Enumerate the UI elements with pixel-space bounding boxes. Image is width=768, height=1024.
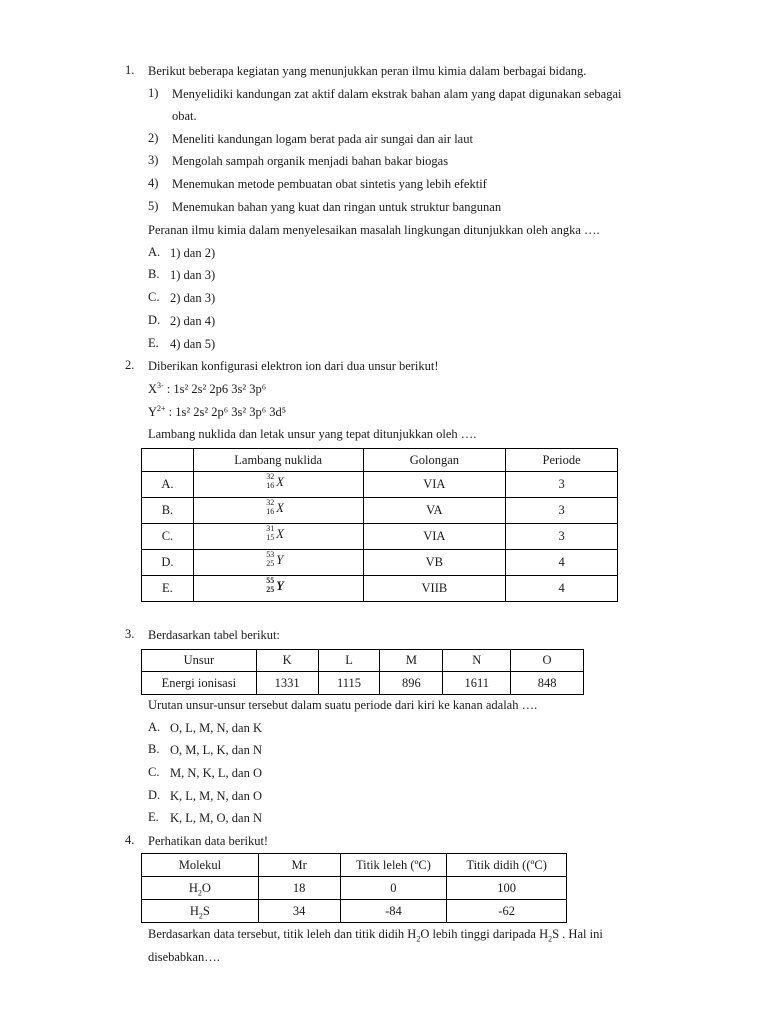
boiling-point-cell: 100 xyxy=(447,877,567,900)
q2-y-configuration xyxy=(148,404,286,420)
molecule-cell xyxy=(142,877,259,900)
q3-option-text: O, M, L, K, dan N xyxy=(170,743,263,757)
element-symbol: X xyxy=(276,526,284,541)
boiling-point-cell: -62 xyxy=(447,900,567,923)
table-row xyxy=(142,672,584,695)
q1-option-text: 2) dan 3) xyxy=(170,291,216,305)
q1-item-text: Menemukan metode pembuatan obat sintetis yang lebih efektif xyxy=(172,177,487,191)
q3-option-text: M, N, K, L, dan O xyxy=(170,766,263,780)
molecule-h: H xyxy=(189,903,199,918)
q3-option-letter: A. xyxy=(148,720,161,734)
option-cell: E. xyxy=(142,576,194,602)
option-cell: B. xyxy=(142,498,194,524)
q1-item-number: 4) xyxy=(148,176,159,190)
option-cell: D. xyxy=(142,550,194,576)
header-cell: M xyxy=(380,650,443,672)
melting-point-cell: 0 xyxy=(340,877,447,900)
atomic-number: 25 xyxy=(266,584,275,594)
header-cell: Unsur xyxy=(142,650,257,672)
mass-number: 32 xyxy=(266,471,275,481)
q4-data-table xyxy=(141,853,567,923)
q3-option-letter: E. xyxy=(148,810,159,824)
header-cell: Titik didih ((ºC) xyxy=(447,854,567,877)
q1-item-number: 3) xyxy=(148,153,159,167)
q4-question-cont: disebabkan…. xyxy=(148,950,220,964)
mass-number: 55 xyxy=(266,575,275,585)
header-cell: Periode xyxy=(506,449,618,472)
x-ion-charge: 3- xyxy=(157,380,164,390)
header-cell: L xyxy=(318,650,380,672)
y-ion-charge: 2+ xyxy=(157,403,166,413)
q1-item-text: Meneliti kandungan logam berat pada air sungai dan air laut xyxy=(172,132,473,146)
q1-item-text: Menemukan bahan yang kuat dan ringan untuk struktur bangunan xyxy=(172,200,502,214)
q2-question: Lambang nuklida dan letak unsur yang tepat ditunjukkan oleh …. xyxy=(148,427,477,441)
q1-option-text: 4) dan 5) xyxy=(170,337,216,351)
nuclide-cell xyxy=(193,498,363,524)
q3-option-text: K, L, M, N, dan O xyxy=(170,789,263,803)
q1-item-number: 5) xyxy=(148,199,159,213)
q4-question xyxy=(148,926,603,942)
header-cell: N xyxy=(443,650,511,672)
header-cell: O xyxy=(511,650,584,672)
row-label-cell: Energi ionisasi xyxy=(142,672,257,695)
q3-option-letter: D. xyxy=(148,788,161,802)
q2-stem: Diberikan konfigurasi elektron ion dari dua unsur berikut! xyxy=(148,359,439,373)
x-ion-config: : 1s² 2s² 2p6 3s² 3p⁶ xyxy=(166,382,267,396)
header-cell xyxy=(142,449,194,472)
header-cell: Molekul xyxy=(142,854,259,877)
golongan-cell: VIIB xyxy=(363,576,506,602)
molecule-end: O xyxy=(201,880,211,895)
mass-number: 32 xyxy=(266,497,275,507)
q4-question-part: S . Hal ini xyxy=(552,927,603,941)
nuclide-cell xyxy=(193,550,363,576)
element-symbol: Y xyxy=(276,552,284,567)
header-cell: Golongan xyxy=(363,449,506,472)
q1-option-letter: D. xyxy=(148,313,161,327)
mass-number: 53 xyxy=(266,549,275,559)
mr-cell: 18 xyxy=(258,877,340,900)
atomic-number: 15 xyxy=(266,532,275,542)
q3-option-text: K, L, M, O, dan N xyxy=(170,811,263,825)
q1-option-letter: C. xyxy=(148,290,160,304)
molecule-end: S xyxy=(202,903,210,918)
q2-nuclide-table xyxy=(141,448,618,602)
q4-question-subscript: 2 xyxy=(548,934,553,944)
q4-number: 4. xyxy=(125,833,135,847)
q1-number: 1. xyxy=(125,63,135,77)
golongan-cell: VB xyxy=(363,550,506,576)
q3-stem: Berdasarkan tabel berikut: xyxy=(148,628,280,642)
table-row xyxy=(142,498,618,524)
q4-question-subscript: 2 xyxy=(416,934,421,944)
header-cell: Lambang nuklida xyxy=(193,449,363,472)
nuclide-cell xyxy=(193,524,363,550)
periode-cell: 4 xyxy=(506,576,618,602)
nuclide-cell xyxy=(193,576,363,602)
table-row xyxy=(142,472,618,498)
molecule-subscript: 2 xyxy=(198,911,203,920)
q3-ionization-table xyxy=(141,649,584,695)
periode-cell: 3 xyxy=(506,498,618,524)
q3-option-letter: C. xyxy=(148,765,160,779)
q1-stem: Berikut beberapa kegiatan yang menunjukkan peran ilmu kimia dalam berbagai bidang. xyxy=(148,64,587,78)
y-ion-symbol: Y xyxy=(148,405,158,419)
value-cell: 848 xyxy=(511,672,584,695)
y-ion-config: : 1s² 2s² 2p⁶ 3s² 3p⁶ 3d⁵ xyxy=(168,405,287,419)
periode-cell: 4 xyxy=(506,550,618,576)
x-ion-symbol: X xyxy=(148,382,158,396)
q1-option-letter: A. xyxy=(148,245,161,259)
table-header-row xyxy=(142,650,584,672)
table-row xyxy=(142,576,618,602)
table-header-row xyxy=(142,854,567,877)
q1-item-text: Mengolah sampah organik menjadi bahan bakar biogas xyxy=(172,154,449,168)
option-cell: A. xyxy=(142,472,194,498)
q1-item-number: 2) xyxy=(148,131,159,145)
molecule-cell xyxy=(142,900,259,923)
melting-point-cell: -84 xyxy=(340,900,447,923)
q1-option-text: 1) dan 2) xyxy=(170,246,216,260)
q2-number: 2. xyxy=(125,358,135,372)
q4-question-part: Berdasarkan data tersebut, titik leleh dan titik didih H xyxy=(148,927,417,941)
mass-number: 31 xyxy=(266,523,275,533)
option-cell: C. xyxy=(142,524,194,550)
table-row xyxy=(142,524,618,550)
q1-option-letter: E. xyxy=(148,336,159,350)
element-symbol: Y xyxy=(276,578,284,593)
table-row xyxy=(142,877,567,900)
q3-option-text: O, L, M, N, dan K xyxy=(170,721,263,735)
atomic-number: 16 xyxy=(266,506,275,516)
table-row xyxy=(142,550,618,576)
periode-cell: 3 xyxy=(506,524,618,550)
golongan-cell: VA xyxy=(363,498,506,524)
mr-cell: 34 xyxy=(258,900,340,923)
periode-cell: 3 xyxy=(506,472,618,498)
molecule-subscript: 2 xyxy=(197,888,202,897)
element-symbol: X xyxy=(276,474,284,489)
atomic-number: 25 xyxy=(266,558,275,568)
q1-option-text: 2) dan 4) xyxy=(170,314,216,328)
table-header-row xyxy=(142,449,618,472)
golongan-cell: VIA xyxy=(363,524,506,550)
q2-x-configuration xyxy=(148,381,266,397)
value-cell: 1331 xyxy=(256,672,318,695)
q3-question: Urutan unsur-unsur tersebut dalam suatu periode dari kiri ke kanan adalah …. xyxy=(148,698,538,712)
q4-question-part: O lebih tinggi daripada H xyxy=(420,927,549,941)
value-cell: 1115 xyxy=(318,672,380,695)
q1-item-text: Menyelidiki kandungan zat aktif dalam ekstrak bahan alam yang dapat digunakan sebagai xyxy=(172,87,622,101)
header-cell: Mr xyxy=(258,854,340,877)
q1-question: Peranan ilmu kimia dalam menyelesaikan masalah lingkungan ditunjukkan oleh angka …. xyxy=(148,223,600,237)
table-row xyxy=(142,900,567,923)
q1-item-text-cont: obat. xyxy=(172,109,197,123)
header-cell: Titik leleh (ºC) xyxy=(340,854,447,877)
element-symbol: X xyxy=(276,500,284,515)
q1-option-letter: B. xyxy=(148,267,160,281)
golongan-cell: VIA xyxy=(363,472,506,498)
value-cell: 1611 xyxy=(443,672,511,695)
header-cell: K xyxy=(256,650,318,672)
molecule-h: H xyxy=(188,880,198,895)
nuclide-cell xyxy=(193,472,363,498)
q1-option-text: 1) dan 3) xyxy=(170,268,216,282)
atomic-number: 16 xyxy=(266,480,275,490)
q3-number: 3. xyxy=(125,627,135,641)
q4-stem: Perhatikan data berikut! xyxy=(148,834,269,848)
value-cell: 896 xyxy=(380,672,443,695)
q3-option-letter: B. xyxy=(148,742,160,756)
q1-item-number: 1) xyxy=(148,86,159,100)
